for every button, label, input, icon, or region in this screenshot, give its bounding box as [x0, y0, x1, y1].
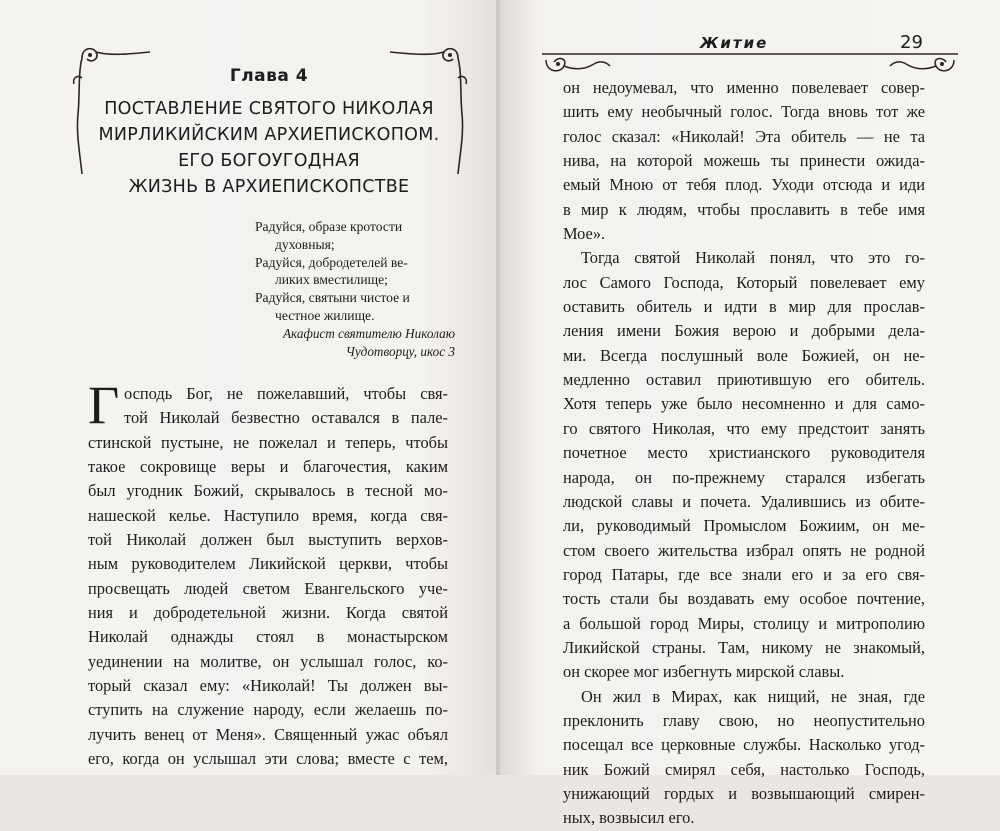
text-line: лос Самого Господа, Который повелевает ему: [563, 272, 925, 292]
text-line: ми. Всегда послушный воле Божией, он не-: [563, 345, 925, 365]
text-line: ния и добродетельной жизни. Когда святой: [88, 603, 448, 623]
text-line: его, когда он услышал эти слова; вместе с тем,: [88, 749, 448, 769]
text-line: преклонить главу свою, но неопустительно: [563, 710, 925, 730]
title-line: ЖИЗНЬ В АРХИЕПИСКОПСТВЕ: [128, 177, 410, 197]
text-line: торый сказал ему: «Николай! Ты должен вы-: [88, 676, 448, 696]
chapter-label: Глава 4: [229, 66, 309, 86]
text-line: унижающий гордых и возвышающий смирен-: [563, 783, 925, 803]
text-line: такое сокровище веры и благочестия, каким: [88, 457, 448, 477]
text-line: нашеской келье. Наступило время, когда свя-: [88, 505, 448, 525]
title-line: ЕГО БОГОУГОДНАЯ: [178, 151, 360, 171]
text-line: осподь Бог, не пожелавший, чтобы свя-: [124, 384, 448, 403]
text-line: ных, возвысил его.: [563, 808, 695, 828]
text-line: нива, на которой можешь ты принести ожида-: [563, 151, 925, 171]
text-line: посещал все церковные службы. Насколько угод-: [563, 735, 925, 755]
left-body-text: [88, 382, 448, 772]
text-line: он недоумевал, что именно повелевает совер-: [563, 78, 925, 97]
left-page: [0, 0, 498, 775]
text-line: уединении на молитве, он услышал голос, ко-: [88, 651, 448, 671]
text-line: Мое».: [563, 224, 606, 244]
text-line: ступить на служение народу, если желаешь по-: [88, 700, 448, 720]
text-line: голос сказал: «Николай! Эта обитель — не та: [563, 126, 925, 146]
text-line: емый Мною от тебя плод. Уходи отсюда и иди: [563, 175, 925, 195]
text-line: ления имени Божия верою и добрыми дела-: [563, 321, 925, 341]
text-line: почетное место христианского руководителя: [563, 443, 925, 463]
text-line: медленно оставил приютившую его обитель.: [563, 370, 925, 390]
epigraph-line: Радуйся, добродетелей ве-: [255, 254, 408, 270]
epigraph-line: Радуйся, образе кротости: [255, 219, 403, 234]
epigraph-line: честное жилище.: [275, 307, 375, 323]
text-line: Николай однажды стоял в монастырском: [88, 627, 448, 647]
text-line: а большой город Миры, столицу и митрополию: [563, 613, 925, 633]
epigraph: [255, 218, 455, 360]
text-line: он скорее мог избегнуть мирской славы.: [563, 662, 845, 682]
text-line: в мир к людям, чтобы прославить в тебе имя: [563, 199, 925, 219]
text-line: Ликийской страны. Там, никому не знакомый,: [563, 637, 925, 657]
drop-cap: Г: [88, 375, 120, 435]
text-line: просвещать людей светом Евангельского уче-: [88, 578, 448, 598]
epigraph-line: духовныя;: [275, 236, 335, 252]
title-line: ПОСТАВЛЕНИЕ СВЯТОГО НИКОЛАЯ: [104, 99, 434, 119]
epigraph-line: ликих вместилище;: [275, 272, 388, 288]
text-line: Хотя теперь уже было несомненно и для само-: [563, 394, 925, 414]
text-line: шить ему необычный голос. Тогда вновь тот же: [563, 102, 925, 122]
text-line: народа, он по-прежнему старался избегать: [563, 467, 925, 487]
running-head: Житие: [700, 34, 769, 52]
text-line: оставить обитель и идти в мир для прослав-: [563, 297, 925, 317]
text-line: той Николай должен был выступить верхов-: [88, 530, 448, 550]
chapter-title: [80, 96, 458, 200]
text-line: лучить венец от Меня». Священный ужас объял: [88, 724, 448, 744]
text-line: го святого Николая, что ему предстоит занять: [563, 418, 925, 438]
right-body-text: [563, 76, 925, 831]
text-line: стинской пустыне, не пожелал и теперь, чтобы: [88, 432, 448, 452]
title-line: МИРЛИКИЙСКИМ АРХИЕПИСКОПОМ.: [98, 125, 440, 145]
epigraph-citation: Чудотворцу, икос 3: [345, 343, 455, 359]
text-line: город Патары, где все знали его и за его свя-: [563, 564, 925, 584]
text-line: той Николай безвестно оставался в пале-: [124, 408, 448, 428]
text-line: ник Божий смирял себя, настолько Господь,: [563, 759, 925, 779]
text-line: был угодник Божий, скрывалось в тесной мо-: [88, 481, 448, 501]
text-line: стом своего жительства избрал опять не родной: [563, 540, 925, 560]
epigraph-line: Радуйся, святыни чистое и: [255, 290, 410, 306]
text-line: ным руководителем Ликийской церкви, чтобы: [88, 554, 448, 574]
page-number: 29: [900, 32, 923, 53]
text-line: Он жил в Мирах, как нищий, не зная, где: [581, 686, 925, 706]
text-line: людской славы и почета. Удалившись из обите-: [563, 491, 925, 511]
text-line: ли, руководимый Промыслом Божиим, он ме-: [563, 516, 925, 536]
text-line: тость стали бы воздавать ему особое почтение,: [563, 589, 925, 609]
epigraph-citation: Акафист святителю Николаю: [282, 325, 455, 341]
text-line: Тогда святой Николай понял, что это го-: [581, 248, 925, 268]
